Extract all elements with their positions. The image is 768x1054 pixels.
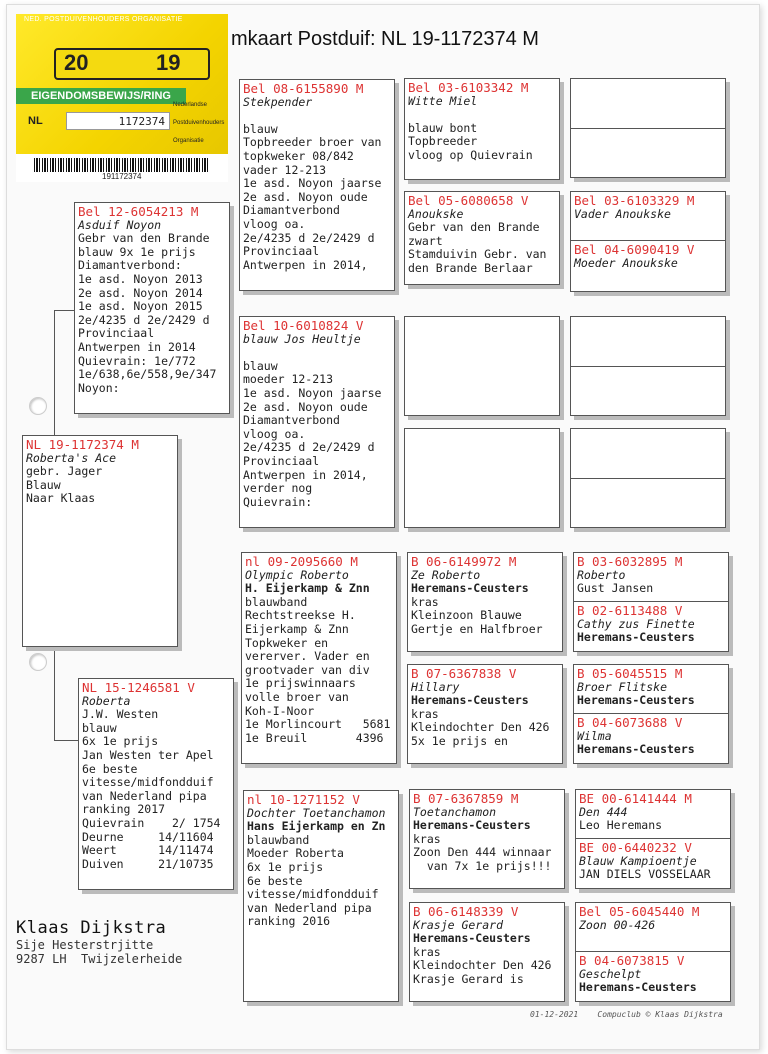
pigeon-owner: JAN DIELS VOSSELAAR	[579, 867, 711, 882]
empty-card-pair	[570, 316, 726, 416]
empty-card-pair	[570, 78, 726, 178]
connector	[54, 740, 78, 741]
empty-card	[404, 316, 560, 416]
pigeon-cell-mmmm	[576, 952, 730, 997]
pigeon-owner: Leo Heremans	[579, 818, 663, 833]
pigeon-info-line	[243, 346, 391, 360]
pigeon-name: Anoukske	[408, 206, 464, 221]
pigeon-info-line: Krasje Gerard is	[413, 971, 524, 986]
pigeon-info-line: Weert 14/11474	[82, 843, 214, 858]
pigeon-info-line: Deurne 14/11604	[82, 829, 214, 844]
pigeon-info-line: 1e/638,6e/558,9e/347	[78, 367, 217, 382]
pigeon-info-line: 6e beste	[82, 761, 138, 776]
pigeon-info-line: Eijerkamp & Znn	[245, 621, 349, 636]
pigeon-name: Roberta's Ace	[26, 450, 117, 465]
pigeon-info-line: vloog op Quievrain	[408, 147, 533, 162]
pigeon-pair-mmm	[575, 902, 731, 1002]
pigeon-name: Roberta	[82, 693, 131, 708]
pigeon-card-mf	[241, 552, 397, 764]
empty-card-pair	[570, 428, 726, 528]
pigeon-info-line: J.W. Westen	[82, 707, 159, 722]
pigeon-info-line: blauw	[243, 121, 278, 136]
pigeon-info-line: Kleindochter Den 426	[413, 958, 552, 973]
pigeon-info-line: 2e asd. Noyon oude	[243, 189, 368, 204]
ring-number: Bel 05-6045440 M	[579, 904, 700, 919]
ring-number: NL 19-1172374 M	[26, 437, 139, 452]
year-left: 20	[64, 50, 89, 75]
pigeon-name: Stekpender	[243, 94, 313, 109]
pigeon-card-fff	[404, 78, 560, 180]
pigeon-info-line	[243, 109, 391, 123]
pigeon-pair-mfm	[573, 664, 729, 764]
pigeon-info-line: Heremans-Ceusters	[411, 693, 529, 708]
ring-number: B 02-6113488 V	[577, 603, 683, 618]
pigeon-name: Wilma	[577, 728, 612, 743]
pigeon-name: Ze Roberto	[411, 567, 481, 582]
pigeon-info-line: Diamantverbond	[243, 413, 340, 428]
pigeon-info-line: Moeder Roberta	[247, 846, 344, 861]
certificate-country: NL	[28, 115, 43, 127]
pigeon-cell-mmfm	[576, 839, 730, 884]
pigeon-info-line: 1e asd. Noyon jaarse	[243, 176, 382, 191]
pigeon-card-mother	[78, 678, 234, 890]
barcode	[34, 158, 210, 172]
owner-name: Klaas Dijkstra	[16, 918, 167, 938]
certificate-org: NED. POSTDUIVENHOUDERS ORGANISATIE	[24, 16, 183, 23]
owner-address: Sije Hesterstrjitte	[16, 938, 154, 952]
pigeon-info-line: blauw	[82, 720, 117, 735]
pigeon-name: Dochter Toetanchamon	[247, 805, 386, 820]
pigeon-info-line: Kleindochter Den 426	[411, 720, 550, 735]
owner-city: 9287 LH Twijzelerheide	[16, 952, 183, 966]
pigeon-info-line: 6x 1e prijs	[247, 859, 324, 874]
pigeon-info-line: 1e asd. Noyon 2013	[78, 271, 203, 286]
ring-number: Bel 05-6080658 V	[408, 193, 529, 208]
certificate-side-3: Organisatie	[173, 138, 204, 144]
ring-number: B 06-6149972 M	[411, 554, 517, 569]
pigeon-info-line: van Nederland pipa	[247, 900, 372, 915]
pigeon-pair-mmf	[575, 789, 731, 889]
pigeon-name: Blauw Kampioentje	[579, 853, 697, 868]
pigeon-card-mfm	[407, 664, 563, 764]
pigeon-info-line: Gebr van den Brande	[408, 220, 540, 235]
pigeon-owner: Heremans-Ceusters	[577, 742, 695, 757]
connector	[54, 310, 55, 440]
owner-block	[16, 918, 182, 966]
pigeon-info-line: 1e asd. Noyon 2015	[78, 299, 203, 314]
pigeon-info-line: 1e Breuil 4396	[245, 730, 384, 745]
pigeon-card-mmm	[409, 902, 565, 1002]
pigeon-info-line: Heremans-Ceusters	[413, 931, 531, 946]
pigeon-info-line: Gertje en Halfbroer	[411, 621, 543, 636]
pigeon-card-mm	[243, 790, 399, 1002]
pigeon-info-line: 2e asd. Noyon oude	[243, 399, 368, 414]
pigeon-name: Broer Flitske	[577, 679, 668, 694]
empty-card	[404, 428, 560, 528]
pigeon-info-line: zwart	[408, 233, 443, 248]
pigeon-info-line: Antwerpen in 2014	[78, 339, 196, 354]
connector	[54, 310, 74, 311]
pigeon-info-line: Blauw	[26, 477, 61, 492]
pigeon-info-line: Antwerpen in 2014,	[243, 257, 368, 272]
pigeon-info-line	[408, 108, 556, 122]
pigeon-info-line: kras	[413, 944, 441, 959]
pigeon-info-line: 6e beste	[247, 873, 303, 888]
pigeon-name: Den 444	[579, 804, 628, 819]
ring-number: nl 09-2095660 M	[245, 554, 358, 569]
pigeon-info-line: Zoon Den 444 winnaar	[413, 845, 552, 860]
pigeon-info-line: van 7x 1e prijs!!!	[413, 858, 552, 873]
pigeon-info-line: verder nog	[243, 481, 313, 496]
ring-number: Bel 04-6090419 V	[574, 242, 695, 257]
pigeon-info-line: kras	[411, 706, 439, 721]
pigeon-info-line: Noyon:	[78, 380, 120, 395]
pigeon-info-line: blauw bont	[408, 120, 478, 135]
ring-number: Bel 03-6103329 M	[574, 193, 695, 208]
pigeon-info-line: 2e/4235 d 2e/2429 d	[243, 230, 375, 245]
pigeon-info-line: vitesse/midfondduif	[247, 887, 379, 902]
pigeon-info-line: Provinciaal	[78, 326, 155, 341]
pigeon-info-line: Topkweker en	[245, 635, 329, 650]
pigeon-cell-mfff	[574, 553, 728, 601]
pigeon-info-line: Provinciaal	[243, 453, 320, 468]
ring-number: NL 15-1246581 V	[82, 680, 195, 695]
pigeon-info-line: ranking 2016	[247, 914, 331, 929]
certificate-band: EIGENDOMSBEWIJS/RING	[16, 88, 186, 104]
pigeon-info-line: Koh-I-Noor	[245, 703, 315, 718]
pigeon-name: Olympic Roberto	[245, 567, 349, 582]
pigeon-name: Moeder Anoukske	[574, 255, 678, 270]
pigeon-info-line: Heremans-Ceusters	[413, 818, 531, 833]
pigeon-pair-mff	[573, 552, 729, 652]
certificate-background	[16, 14, 228, 154]
pigeon-cell-mmmf	[576, 903, 730, 951]
pigeon-card-main	[22, 435, 178, 647]
pigeon-name: Geschelpt	[579, 966, 642, 981]
pigeon-cell-mffm	[574, 602, 728, 647]
pigeon-name: blauw Jos Heultje	[243, 331, 361, 346]
ring-number: B 04-6073815 V	[579, 953, 685, 968]
pigeon-card-fm	[239, 316, 395, 528]
pigeon-info-line: Diamantverbond	[243, 203, 340, 218]
pigeon-name: Roberto	[577, 567, 626, 582]
pigeon-card-ffm	[404, 191, 560, 285]
pigeon-info-line: 1e Morlincourt 5681	[245, 717, 391, 732]
certificate-side-2: Postduivenhouders	[173, 120, 225, 126]
pigeon-name: Vader Anoukske	[574, 206, 671, 221]
pigeon-info-line: vitesse/midfondduif	[82, 775, 214, 790]
ring-number: BE 00-6440232 V	[579, 840, 692, 855]
ring-number: Bel 10-6010824 V	[243, 318, 364, 333]
pigeon-info-line: blauwband	[247, 832, 310, 847]
pigeon-info-line: 1e asd. Noyon jaarse	[243, 385, 382, 400]
footer-credit: 01-12-2021 Compuclub © Klaas Dijkstra	[530, 1010, 723, 1019]
pigeon-info-line: Duiven 21/10735	[82, 856, 214, 871]
pigeon-name: Zoon 00-426	[579, 917, 656, 932]
ring-number: B 07-6367838 V	[411, 666, 517, 681]
pigeon-info-line: Provinciaal	[243, 244, 320, 259]
pigeon-cell-mmff	[576, 790, 730, 838]
pigeon-name: Toetanchamon	[413, 804, 497, 819]
pigeon-card-ff	[239, 79, 395, 291]
certificate-number: 1172374	[66, 112, 170, 130]
pigeon-card-mmf	[409, 789, 565, 889]
pigeon-info-line: 2e asd. Noyon 2014	[78, 285, 203, 300]
pigeon-info-line: vader 12-213	[243, 162, 327, 177]
pigeon-cell-ffmf	[571, 192, 725, 240]
pigeon-cell-ffmm	[571, 241, 725, 272]
ring-number: B 05-6045515 M	[577, 666, 683, 681]
ring-number: Bel 12-6054213 M	[78, 204, 199, 219]
pigeon-card-father	[74, 202, 230, 414]
pigeon-cell-mfmm	[574, 714, 728, 759]
pigeon-info-line: blauw 9x 1e prijs	[78, 244, 196, 259]
pigeon-info-line: Antwerpen in 2014,	[243, 467, 368, 482]
pigeon-info-line: Quievrain:	[243, 494, 313, 509]
pigeon-info-line: 1e prijswinnaars	[245, 676, 356, 691]
pigeon-info-line: gebr. Jager	[26, 464, 103, 479]
pigeon-info-line: Hans Eijerkamp en Zn	[247, 819, 386, 834]
pigeon-info-line: 6x 1e prijs	[82, 734, 159, 749]
pigeon-cell-mfmf	[574, 665, 728, 713]
ring-number: B 03-6032895 M	[577, 554, 683, 569]
pigeon-info-line: Stamduivin Gebr. van	[408, 247, 547, 262]
pigeon-info-line: blauw	[243, 358, 278, 373]
pigeon-owner: Heremans-Ceusters	[577, 693, 695, 708]
pigeon-info-line: Heremans-Ceusters	[411, 581, 529, 596]
pigeon-info-line: kras	[411, 594, 439, 609]
ring-number: Bel 08-6155890 M	[243, 81, 364, 96]
pigeon-info-line: vloog oa.	[243, 216, 306, 231]
ring-number: nl 10-1271152 V	[247, 792, 360, 807]
pigeon-info-line: topkweker 08/842	[243, 148, 354, 163]
pigeon-owner: Heremans-Ceusters	[579, 980, 697, 995]
pigeon-info-line: Jan Westen ter Apel	[82, 747, 214, 762]
pigeon-name: Cathy zus Finette	[577, 616, 695, 631]
page-title: mkaart Postduif: NL 19-1172374 M	[231, 28, 539, 50]
ring-number: B 04-6073688 V	[577, 715, 683, 730]
connector	[54, 645, 55, 740]
certificate-side-1: Nederlandse	[173, 102, 208, 108]
pigeon-name: Asduif Noyon	[78, 217, 162, 232]
ring-certificate	[16, 14, 228, 182]
pigeon-name: Krasje Gerard	[413, 917, 504, 932]
pigeon-info-line: van Nederland pipa	[82, 788, 207, 803]
pigeon-info-line: Gebr van den Brande	[78, 231, 210, 246]
pigeon-info-line: Topbreeder broer van	[243, 135, 382, 150]
pigeon-name: Hillary	[411, 679, 460, 694]
punch-hole	[29, 397, 47, 415]
pigeon-info-line: 2e/4235 d 2e/2429 d	[243, 440, 375, 455]
pigeon-info-line: 5x 1e prijs en	[411, 733, 508, 748]
pigeon-info-line: Diamantverbond:	[78, 258, 182, 273]
pigeon-info-line: Naar Klaas	[26, 491, 96, 506]
pigeon-owner: Gust Jansen	[577, 581, 654, 596]
pigeon-card-mff	[407, 552, 563, 652]
pigeon-info-line: Quievrain 2/ 1754	[82, 815, 221, 830]
pigeon-info-line: ranking 2017	[82, 802, 166, 817]
year-right: 19	[156, 50, 181, 75]
pigeon-info-line: vererver. Vader en	[245, 649, 370, 664]
pigeon-info-line: volle broer van	[245, 689, 349, 704]
pigeon-info-line: Rechtstreekse H.	[245, 608, 356, 623]
pigeon-info-line: Topbreeder	[408, 134, 478, 149]
barcode-text: 191172374	[102, 172, 142, 181]
pigeon-pair-ffm	[570, 191, 726, 292]
ring-number: B 06-6148339 V	[413, 904, 519, 919]
punch-hole	[29, 653, 47, 671]
pigeon-info-line: Kleinzoon Blauwe	[411, 608, 522, 623]
pigeon-owner: Heremans-Ceusters	[577, 630, 695, 645]
ring-number: B 07-6367859 M	[413, 791, 519, 806]
pigeon-info-line: moeder 12-213	[243, 372, 334, 387]
pigeon-name: Witte Miel	[408, 93, 478, 108]
pigeon-info-line: Quievrain: 1e/772	[78, 353, 196, 368]
ring-number: Bel 03-6103342 M	[408, 80, 529, 95]
pigeon-info-line: vloog oa.	[243, 426, 306, 441]
pigeon-info-line: H. Eijerkamp & Znn	[245, 581, 370, 596]
pigeon-info-line: grootvader van div	[245, 662, 370, 677]
pigeon-info-line: kras	[413, 831, 441, 846]
pigeon-info-line: 2e/4235 d 2e/2429 d	[78, 312, 210, 327]
pigeon-info-line: den Brande Berlaar	[408, 260, 533, 275]
pigeon-info-line: blauwband	[245, 594, 308, 609]
ring-number: BE 00-6141444 M	[579, 791, 692, 806]
